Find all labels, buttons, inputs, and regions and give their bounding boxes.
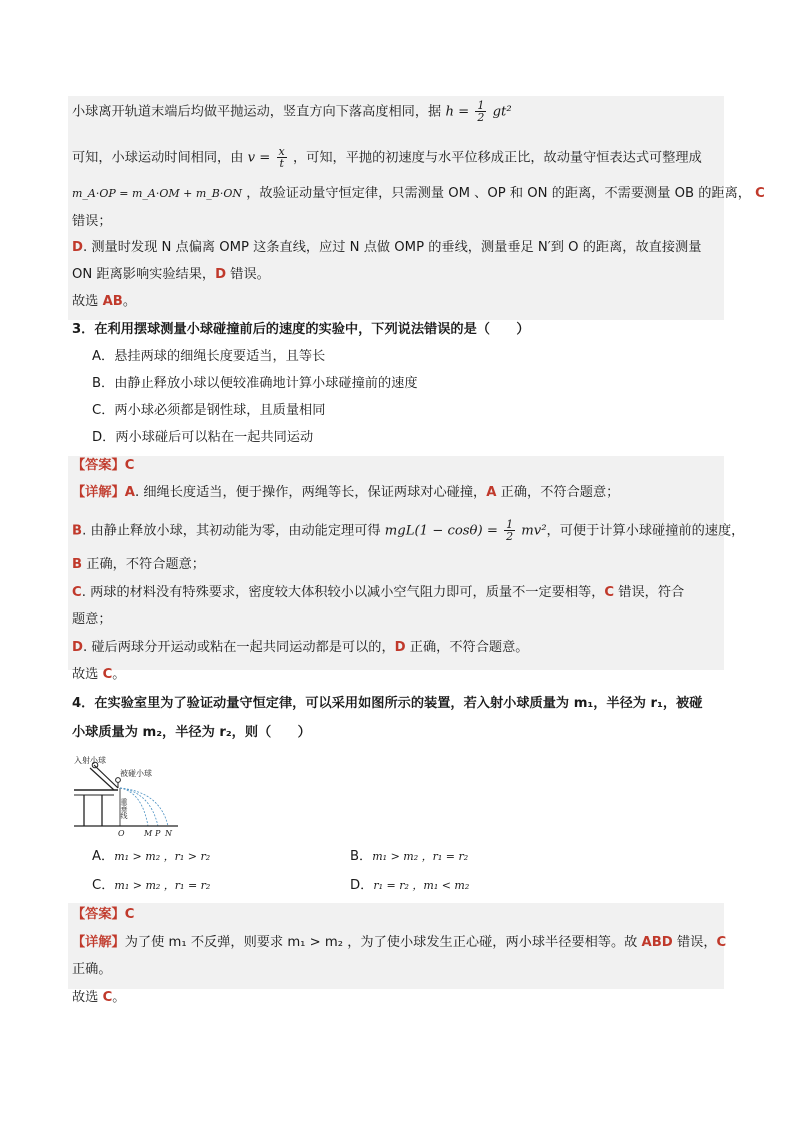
q3-option-b: B．由静止释放小球以便较准确地计算小球碰撞前的速度: [92, 376, 418, 391]
fig-ramp-lower: [90, 768, 114, 790]
fig-label-n: N: [165, 829, 172, 838]
fig-label-target: 被碰小球: [120, 769, 152, 778]
q2-momentum-formula: m_A·OP = m_A·OM + m_B·ON: [72, 187, 243, 200]
q4-option-b-label: B．: [350, 849, 373, 864]
q4-answer-label: 【答案】: [72, 907, 125, 922]
q4-choose: [72, 988, 125, 1008]
q4-detail-abd-ref: ABD: [641, 935, 673, 950]
q4-choose-end: 。: [112, 990, 126, 1005]
q2-option-d-line-1: [72, 238, 701, 258]
q2-formula-v: v =: [247, 150, 271, 166]
q3-detail-d-letter: D: [72, 640, 83, 655]
q3-detail-d: [72, 638, 529, 658]
q4-option-c: [92, 876, 210, 896]
q2-choose: [72, 292, 136, 312]
q3-detail-d-ref: D: [394, 640, 406, 655]
q4-option-c-text: m₁ > m₂ ，r₁ = r₂: [114, 879, 211, 892]
q4-detail-c-ref: C: [716, 935, 727, 950]
q3-detail-b-text: . 由静止释放小球，其初动能为零，由动能定理可得: [82, 523, 381, 539]
q2-d-text: . 测量时发现 N 点偏离 OMP 这条直线，应过 N 点做 OMP 的垂线，测量垂足 N′到 O 的距离，故直接测量: [82, 240, 702, 255]
q2-solution-background: [68, 96, 724, 320]
q4-option-a-text: m₁ > m₂ ，r₁ > r₂: [114, 850, 211, 863]
q4-stem-line-1: 4．在实验室里为了验证动量守恒定律，可以采用如图所示的装置，若入射小球质量为 m₁，半径为 r₁，被碰: [72, 696, 703, 711]
q4-choose-text: 故选: [72, 990, 103, 1005]
q3-fraction-half: $\frac{1}{2}$: [506, 518, 514, 543]
q4-detail-line-1: [72, 933, 726, 953]
q2-choose-text: 故选: [72, 294, 103, 309]
q2-line-1-text: 小球离开轨道末端后均做平抛运动，竖直方向下落高度相同，据: [72, 104, 442, 120]
q3-detail-b3-letter: B: [72, 557, 83, 572]
q2-choose-answer: AB: [102, 294, 123, 309]
q2-d-tail: 错误。: [226, 267, 270, 282]
q4-option-c-label: C．: [92, 878, 115, 893]
q2-fraction-half: $\frac{1}{2}$: [477, 99, 485, 124]
q2-line-2b: ，可知，平抛的初速度与水平位移成正比，故动量守恒表达式可整理成: [292, 150, 702, 166]
q2-d-ref: D: [215, 267, 227, 282]
q4-option-a: [92, 847, 210, 867]
q3-detail-b-text2: ，可便于计算小球碰撞前的速度，: [546, 523, 745, 539]
q3-option-d: D．两小球碰后可以粘在一起共同运动: [92, 430, 314, 445]
q4-answer-value: C: [124, 907, 135, 922]
q4-detail-mid: 错误，: [672, 935, 717, 950]
fig-target-ball: [116, 778, 121, 783]
q3-choose-text: 故选: [72, 667, 103, 682]
q2-option-c-ref: C: [755, 186, 765, 201]
q3-detail-label: 【详解】: [72, 485, 125, 500]
fig-ramp-upper: [94, 765, 118, 788]
q3-answer-label: 【答案】: [72, 458, 125, 473]
q3-detail-b: [72, 519, 744, 542]
q4-detail-label: 【详解】: [72, 935, 125, 950]
q3-detail-c-text: . 两球的材料没有特殊要求，密度较大体积较小以减小空气阻力即可，质量不一定要相等，: [81, 585, 605, 600]
fig-label-plumb: 重垂线: [120, 798, 128, 819]
q2-fraction-x-t: $\frac{x}{t}$: [278, 145, 285, 170]
q3-energy-formula: mgL(1 − cosθ) =: [384, 523, 498, 539]
q3-option-a: A．悬挂两球的细绳长度要适当，且等长: [92, 349, 326, 364]
q2-d-line2-text: ON 距离影响实验结果，: [72, 267, 216, 282]
q4-option-d-text: r₁ = r₂ ，m₁ < m₂: [373, 879, 470, 892]
q2-choose-end: 。: [122, 294, 137, 309]
fig-label-p: P: [155, 829, 161, 838]
q3-detail-b-letter: B: [72, 523, 83, 539]
q3-stem: 3．在利用摆球测量小球碰撞前后的速度的实验中，下列说法错误的是（ ）: [72, 322, 530, 337]
q4-detail-line-2: 正确。: [72, 962, 112, 977]
q3-detail-d-tail: 正确，不符合题意。: [405, 640, 529, 655]
q4-stem-line-2: 小球质量为 m₂，半径为 r₂，则（ ）: [72, 725, 311, 740]
q4-option-a-label: A．: [92, 849, 115, 864]
q3-detail-d-text: . 碰后两球分开运动或粘在一起共同运动都是可以的，: [82, 640, 395, 655]
q4-apparatus-figure: [72, 752, 190, 838]
q4-option-b-text: m₁ > m₂ ，r₁ = r₂: [372, 850, 469, 863]
q2-formula-gt2: gt²: [492, 104, 512, 120]
q2-line-2a: 可知，小球运动时间相同，由: [72, 150, 244, 166]
fig-label-m: M: [144, 829, 153, 838]
q3-detail-a-ref: A: [486, 485, 497, 500]
q4-detail-text: 为了使 m₁ 不反弹，则要求 m₁ > m₂ ，为了使小球发生正心碰，两小球半径要相等。故: [124, 935, 642, 950]
q3-answer: [72, 456, 134, 476]
q2-line-3: [72, 184, 765, 204]
q2-line-3-text: ，故验证动量守恒定律，只需测量 OM 、OP 和 ON 的距离，不需要测量 OB 的距离，: [246, 186, 751, 201]
q3-detail-c-tail: 错误，符合: [614, 585, 685, 600]
q2-line-2: [72, 146, 702, 169]
q3-option-c: C．两小球必须都是钢性球，且质量相同: [92, 403, 326, 418]
q3-formula-mv2: mv²: [521, 523, 547, 539]
q4-option-b: [350, 847, 468, 867]
q3-choose-answer: C: [102, 667, 113, 682]
q3-choose-end: 。: [112, 667, 126, 682]
q3-detail-c-letter: C: [72, 585, 82, 600]
q4-answer: [72, 905, 134, 925]
q2-d-label: D: [72, 240, 83, 255]
q3-detail-a-letter: A: [124, 485, 135, 500]
q3-detail-c: [72, 583, 684, 603]
q3-detail-a-text: . 细绳长度适当，便于操作，两绳等长，保证两球对心碰撞，: [134, 485, 487, 500]
fig-label-o: O: [118, 829, 125, 838]
q3-detail-c-cont: 题意；: [72, 612, 112, 627]
q3-answer-value: C: [124, 458, 135, 473]
q2-line-1: [72, 100, 512, 123]
q2-line-4: 错误；: [72, 214, 112, 229]
q3-choose: [72, 665, 125, 685]
q2-formula-h: h =: [445, 104, 470, 120]
q3-detail-b3-text: 正确，不符合题意；: [82, 557, 205, 572]
q4-option-d: [350, 876, 469, 896]
q3-detail-a: [72, 483, 619, 503]
fig-label-incident: 入射小球: [74, 756, 106, 765]
q3-detail-b-cont: [72, 555, 205, 575]
q2-option-d-line-2: [72, 265, 270, 285]
q4-choose-answer: C: [102, 990, 113, 1005]
q4-option-d-label: D．: [350, 878, 374, 893]
q3-detail-a-tail: 正确，不符合题意；: [496, 485, 620, 500]
q3-detail-c-ref: C: [604, 585, 615, 600]
